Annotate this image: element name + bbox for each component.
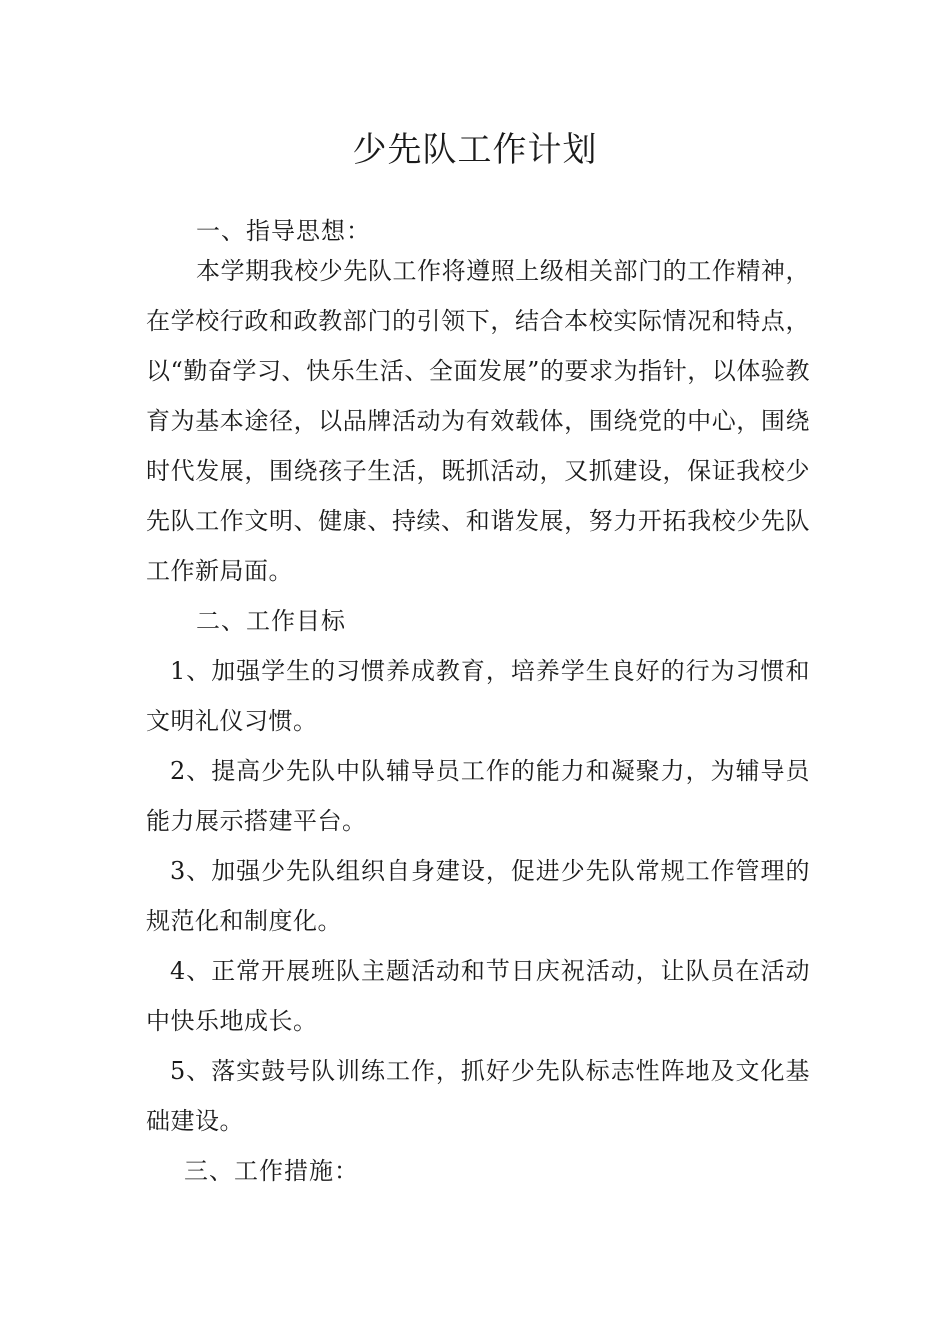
section-heading-guiding-ideology: 一、指导思想：: [196, 217, 371, 245]
goal-item-5: 5、落实鼓号队训练工作，抓好少先队标志性阵地及文化基础建设。: [146, 1057, 810, 1135]
section-heading-work-goals: 二、工作目标: [196, 607, 346, 635]
goal-item-4: 4、正常开展班队主题活动和节日庆祝活动，让队员在活动中快乐地成长。: [146, 957, 810, 1035]
goal-item-2: 2、提高少先队中队辅导员工作的能力和凝聚力，为辅导员能力展示搭建平台。: [146, 757, 810, 835]
guiding-ideology-paragraph: 本学期我校少先队工作将遵照上级相关部门的工作精神，在学校行政和政教部门的引领下，结合本校实际情况和特点，以“勤奋学习、快乐生活、全面发展”的要求为指针，以体验教育为基本途径，以品牌活动为有效载体，围绕党的中心，围绕时代发展，围绕孩子生活，既抓活动，又抓建设，保证我校少先队工作文明、健康、持续、和谐发展，努力开拓我校少先队工作新局面。: [146, 257, 810, 585]
document-title: 少先队工作计划: [352, 130, 598, 170]
goal-item-3: 3、加强少先队组织自身建设，促进少先队常规工作管理的规范化和制度化。: [146, 857, 810, 935]
section-heading-work-measures: 三、工作措施：: [184, 1157, 359, 1185]
goal-item-1: 1、加强学生的习惯养成教育，培养学生良好的行为习惯和文明礼仪习惯。: [146, 657, 810, 735]
